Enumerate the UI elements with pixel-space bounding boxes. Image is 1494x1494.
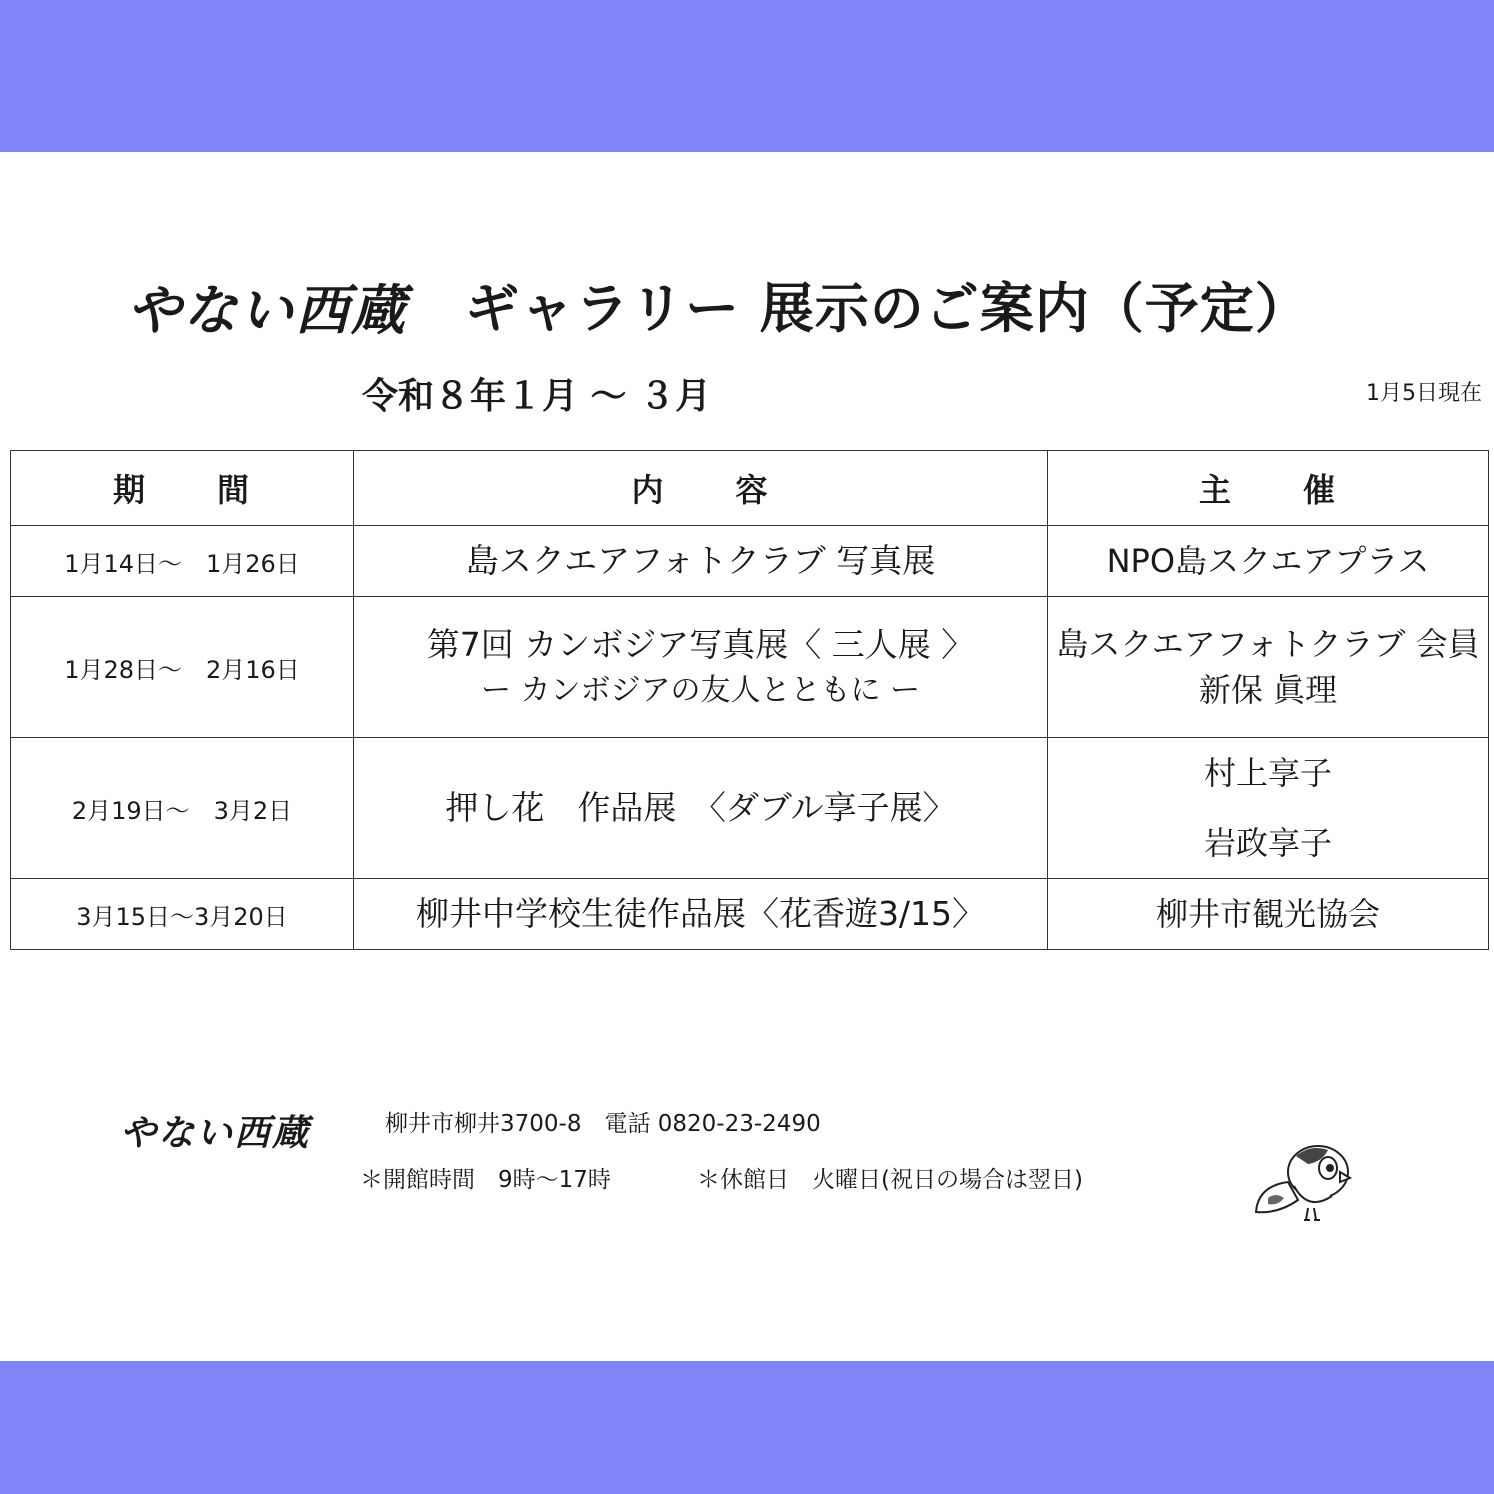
period-subtitle: 令和８年１月 ～ ３月 (362, 376, 712, 417)
closed-days: ＊休館日 火曜日(祝日の場合は翌日) (697, 1167, 1083, 1193)
logo-yanai-nishigura: やない西蔵 (127, 278, 407, 342)
organizer-cell: 島スクエアフォトクラブ 会員 新保 眞理 (1048, 597, 1489, 738)
period-cell: 1月14日～ 1月26日 (11, 526, 354, 597)
exhibition-schedule-table (10, 450, 1489, 950)
footer-logo: やない西蔵 (120, 1112, 311, 1154)
header-content: 内 容 (354, 451, 1048, 526)
header-period: 期 間 (11, 451, 354, 526)
as-of-date: 1月5日現在 (1366, 381, 1482, 406)
content-cell: 島スクエアフォトクラブ 写真展 (354, 526, 1048, 597)
content-cell: 第7回 カンボジア写真展〈 三人展 〉 ー カンボジアの友人とともに ー (354, 597, 1048, 738)
content-cell: 押し花 作品展 〈ダブル享子展〉 (354, 738, 1048, 879)
period-cell: 3月15日～3月20日 (11, 879, 354, 950)
opening-hours: ＊開館時間 9時～17時 (360, 1167, 611, 1193)
mascot-bird-icon (1248, 1142, 1362, 1226)
organizer-cell: 村上享子 岩政享子 (1048, 738, 1489, 879)
content-cell: 柳井中学校生徒作品展〈花香遊3/15〉 (354, 879, 1048, 950)
page-title: ギャラリー 展示のご案内（予定） (465, 277, 1310, 340)
table-row (11, 738, 1489, 879)
table-row (11, 879, 1489, 950)
top-color-band (0, 0, 1494, 152)
address-phone: 柳井市柳井3700-8 電話 0820-23-2490 (385, 1111, 821, 1137)
table-row (11, 597, 1489, 738)
header-organizer: 主 催 (1048, 451, 1489, 526)
table-row (11, 526, 1489, 597)
period-cell: 2月19日～ 3月2日 (11, 738, 354, 879)
bottom-color-band (0, 1361, 1494, 1494)
organizer-cell: 柳井市観光協会 (1048, 879, 1489, 950)
organizer-cell: NPO島スクエアプラス (1048, 526, 1489, 597)
period-cell: 1月28日～ 2月16日 (11, 597, 354, 738)
table-header-row (11, 451, 1489, 526)
